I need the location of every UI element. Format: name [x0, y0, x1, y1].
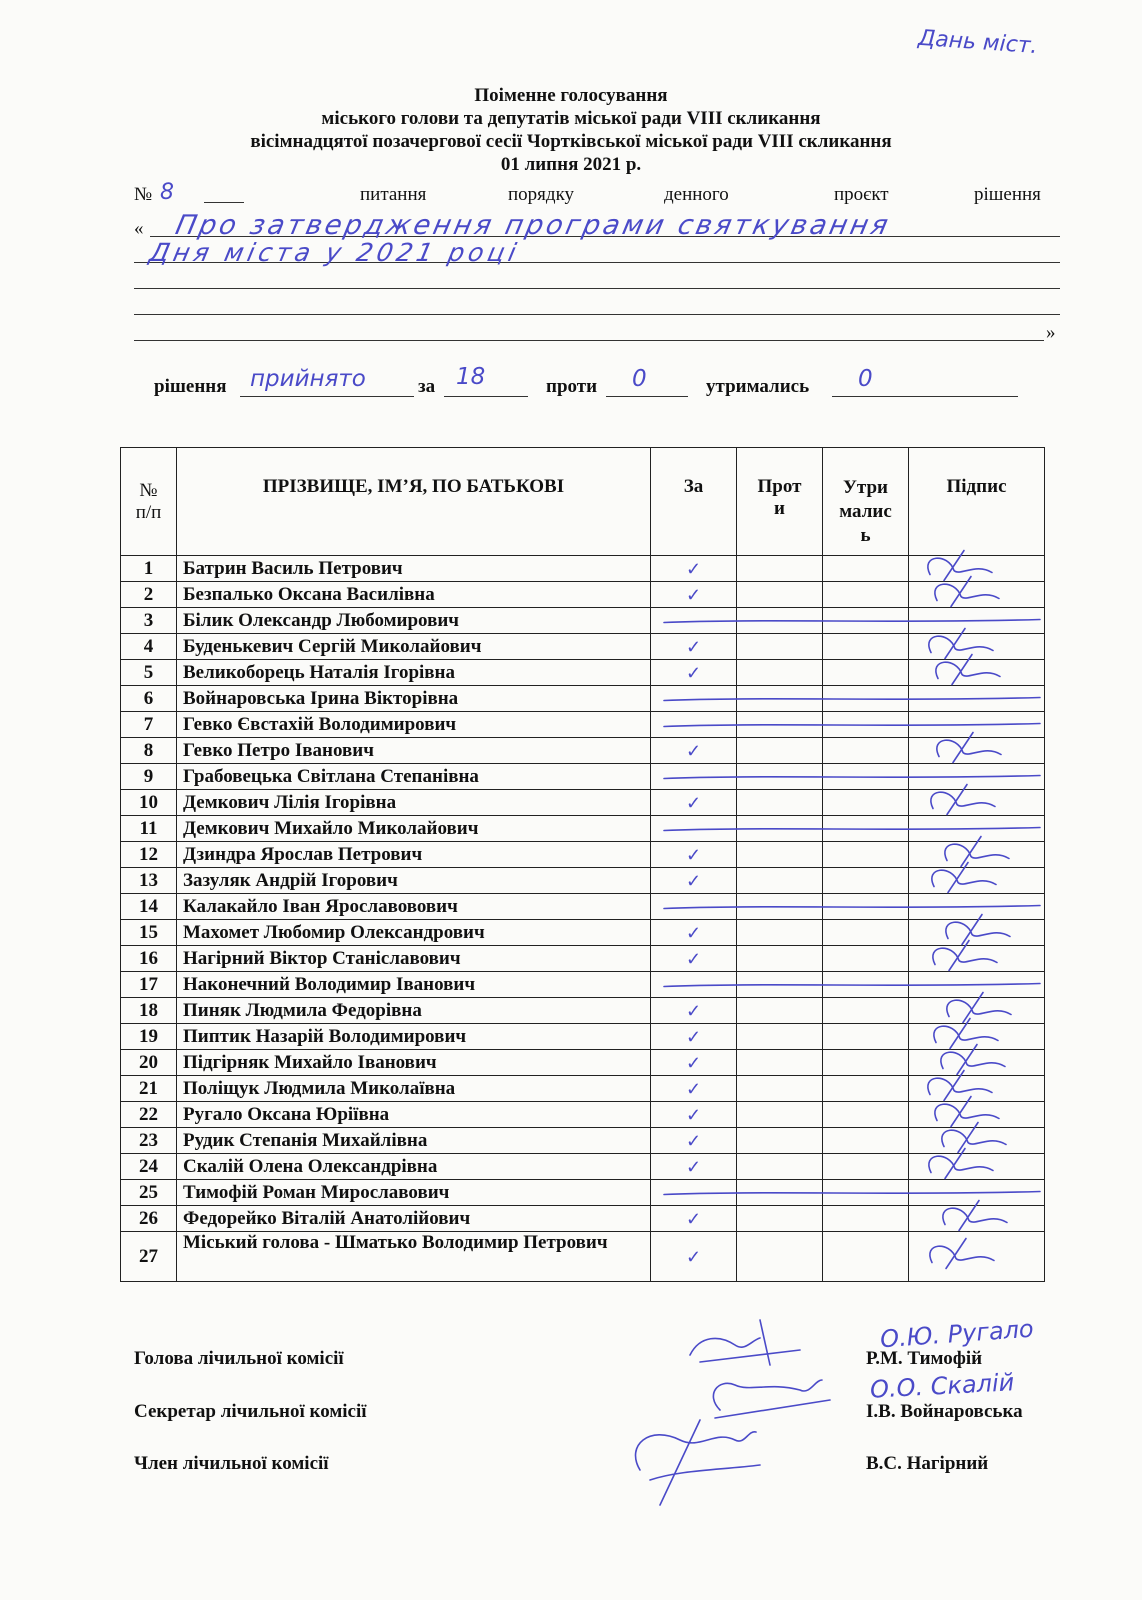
row-name: Дзиндра Ярослав Петрович [177, 842, 651, 868]
secretary-name: І.В. Войнаровська [866, 1401, 1023, 1422]
abstain-value: 0 [858, 366, 873, 392]
handwritten-name-1: О.Ю. Ругало [879, 1314, 1035, 1354]
row-name: Білик Олександр Любомирович [177, 608, 651, 634]
row-name: Демкович Михайло Миколайович [177, 816, 651, 842]
row-name: Буденькевич Сергій Миколайович [177, 634, 651, 660]
chair-signature [690, 1320, 800, 1365]
check-mark-icon: ✓ [685, 584, 702, 605]
member-signature [636, 1420, 760, 1505]
check-mark-icon: ✓ [685, 662, 702, 683]
row-name: Войнаровська Ірина Вікторівна [177, 686, 651, 712]
check-mark-icon: ✓ [685, 1026, 702, 1047]
row-number: 18 [121, 998, 177, 1024]
secretary-label: Секретар лічильної комісії [134, 1401, 367, 1422]
agenda-number-value: 8 [160, 180, 174, 205]
close-quote: » [1046, 322, 1056, 343]
agenda-word-day: денного [664, 184, 729, 205]
check-mark-icon: ✓ [685, 1130, 702, 1151]
row-name: Пиптик Назарій Володимирович [177, 1024, 651, 1050]
row-number: 26 [121, 1206, 177, 1232]
row-number: 25 [121, 1180, 177, 1206]
check-mark-icon: ✓ [685, 948, 702, 969]
row-name: Безпалько Оксана Василівна [177, 582, 651, 608]
header-signature: Підпис [909, 448, 1045, 556]
row-name: Пиняк Людмила Федорівна [177, 998, 651, 1024]
draft-title-handwritten-2: Дня міста у 2021 році [146, 238, 523, 267]
row-number: 20 [121, 1050, 177, 1076]
check-mark-icon: ✓ [685, 922, 702, 943]
row-number: 16 [121, 946, 177, 972]
header-name: ПРІЗВИЩЕ, ІМ’Я, ПО БАТЬКОВІ [177, 448, 651, 556]
row-number: 4 [121, 634, 177, 660]
document-date: 01 липня 2021 р. [500, 154, 642, 175]
header-against-line2: и [774, 498, 785, 519]
document-subtitle-session: вісімнадцятої позачергової сесії Чортківської міської ради VIII скликання [250, 131, 892, 152]
row-number: 21 [121, 1076, 177, 1102]
row-name: Тимофій Роман Мирославович [177, 1180, 651, 1206]
row-name: Федорейко Віталій Анатолійович [177, 1206, 651, 1232]
check-mark-icon: ✓ [685, 740, 702, 761]
row-name: Демкович Лілія Ігорівна [177, 790, 651, 816]
agenda-word-decision: рішення [974, 184, 1041, 205]
row-name: Нагірний Віктор Станіславович [177, 946, 651, 972]
row-number: 6 [121, 686, 177, 712]
row-number: 12 [121, 842, 177, 868]
draft-title-handwritten-1: Про затвердження програми святкування [172, 210, 894, 241]
row-name: Грабовецька Світлана Степанівна [177, 764, 651, 790]
row-number: 10 [121, 790, 177, 816]
decision-value: прийнято [250, 366, 366, 392]
check-mark-icon: ✓ [685, 636, 702, 657]
member-name: В.С. Нагірний [866, 1453, 989, 1474]
check-mark-icon: ✓ [685, 1078, 702, 1099]
row-name: Ругало Оксана Юріївна [177, 1102, 651, 1128]
row-number: 9 [121, 764, 177, 790]
row-name: Міський голова - Шматько Володимир Петрович [177, 1232, 651, 1282]
check-mark-icon: ✓ [685, 1104, 702, 1125]
row-name: Гевко Євстахій Володимирович [177, 712, 651, 738]
for-value: 18 [456, 364, 486, 390]
row-number: 22 [121, 1102, 177, 1128]
row-name: Калакайло Іван Ярославовович [177, 894, 651, 920]
check-mark-icon: ✓ [685, 1208, 702, 1229]
agenda-word-draft: проєкт [834, 184, 889, 205]
check-mark-icon: ✓ [685, 844, 702, 865]
row-name: Скалій Олена Олександрівна [177, 1154, 651, 1180]
member-label: Член лічильної комісії [134, 1453, 329, 1474]
chair-label: Голова лічильної комісії [134, 1348, 344, 1369]
row-number: 19 [121, 1024, 177, 1050]
row-number: 23 [121, 1128, 177, 1154]
row-name: Поліщук Людмила Миколаївна [177, 1076, 651, 1102]
row-number: 5 [121, 660, 177, 686]
row-number: 11 [121, 816, 177, 842]
for-label: за [418, 376, 436, 397]
row-number: 14 [121, 894, 177, 920]
row-name: Підгірняк Михайло Іванович [177, 1050, 651, 1076]
check-mark-icon: ✓ [685, 558, 702, 579]
header-num-line1: № [139, 479, 158, 501]
header-abstain-line3: ь [860, 525, 871, 546]
row-number: 27 [121, 1232, 177, 1282]
against-value: 0 [632, 366, 647, 392]
row-number: 3 [121, 608, 177, 634]
row-number: 7 [121, 712, 177, 738]
check-mark-icon: ✓ [685, 1000, 702, 1021]
header-abstain-line1: Утри [842, 477, 889, 498]
row-number: 17 [121, 972, 177, 998]
row-number: 1 [121, 556, 177, 582]
check-mark-icon: ✓ [685, 1052, 702, 1073]
corner-handwritten-note: Дань міст. [917, 25, 1039, 60]
header-against-line1: Прот [757, 476, 802, 497]
check-mark-icon: ✓ [685, 792, 702, 813]
row-name: Рудик Степанія Михайлівна [177, 1128, 651, 1154]
chair-name: Р.М. Тимофій [866, 1348, 983, 1369]
check-mark-icon: ✓ [685, 1246, 702, 1267]
abstain-label: утримались [706, 376, 810, 397]
document-title: Поіменне голосування [474, 85, 668, 106]
row-name: Махомет Любомир Олександрович [177, 920, 651, 946]
row-number: 2 [121, 582, 177, 608]
agenda-word-question: питання [360, 184, 427, 205]
row-name: Великоборець Наталія Ігорівна [177, 660, 651, 686]
row-number: 13 [121, 868, 177, 894]
decision-label: рішення [154, 376, 227, 397]
header-num-line2: п/п [135, 501, 162, 523]
row-number: 8 [121, 738, 177, 764]
row-name: Зазуляк Андрій Ігорович [177, 868, 651, 894]
check-mark-icon: ✓ [685, 1156, 702, 1177]
header-for: За [651, 448, 737, 556]
row-number: 24 [121, 1154, 177, 1180]
agenda-number-sign: № [134, 184, 153, 205]
row-name: Гевко Петро Іванович [177, 738, 651, 764]
handwritten-name-2: О.О. Скалій [869, 1368, 1015, 1404]
agenda-word-order: порядку [508, 184, 575, 205]
document-subtitle-council: міського голови та депутатів міської ради VIII скликання [321, 108, 821, 129]
row-name: Батрин Василь Петрович [177, 556, 651, 582]
row-number: 15 [121, 920, 177, 946]
check-mark-icon: ✓ [685, 870, 702, 891]
secretary-signature [713, 1380, 830, 1418]
against-label: проти [546, 376, 598, 397]
row-name: Наконечний Володимир Іванович [177, 972, 651, 998]
header-abstain-line2: малис [839, 501, 892, 522]
open-quote: « [134, 218, 144, 239]
